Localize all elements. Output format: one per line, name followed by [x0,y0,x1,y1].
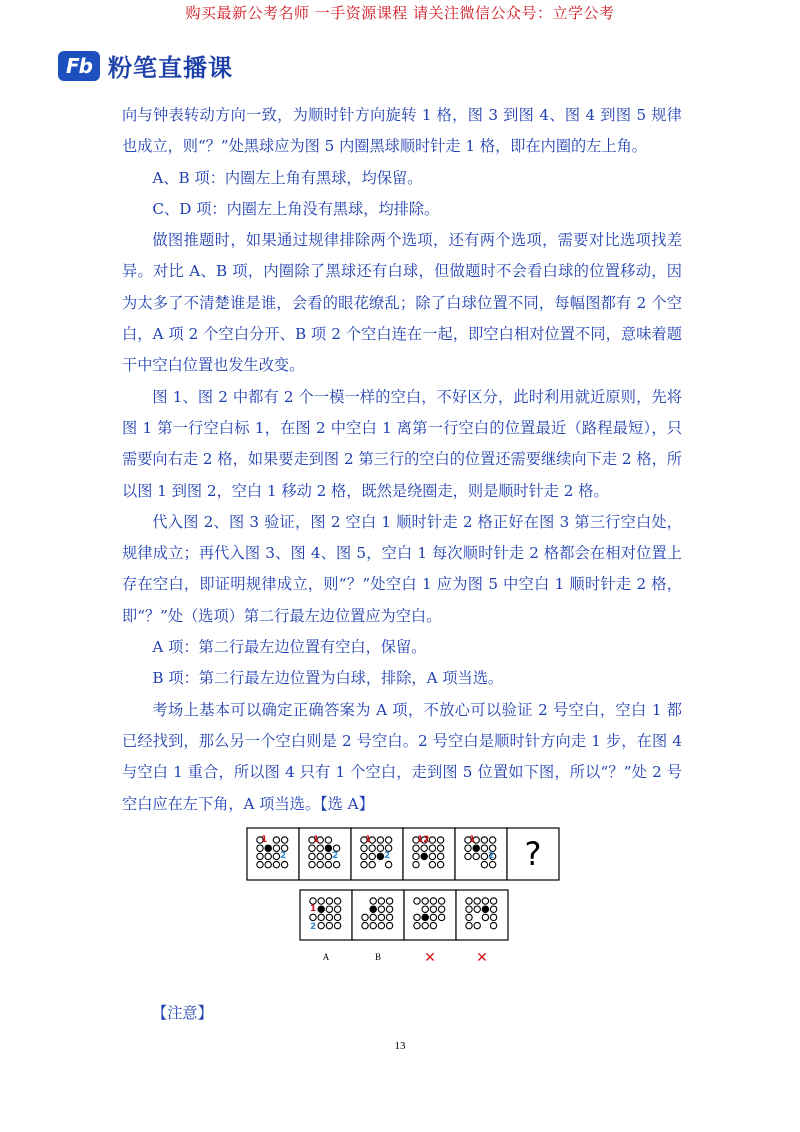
ball-grid [378,898,384,904]
paragraph: 图 1、图 2 中都有 2 个一模一样的空白，不好区分，此时利用就近原则，先将图 1 第一行空白标 1，在图 2 中空白 1 离第一行空白的位置最近（路程最短），只需要向右走 2 格，如果要走到图 2 第三行的空白的位置还需要继续向下走 2 格，所以图 1 到图 2，空白 1 移动 2 格，既然是绕圈走，则是顺时针走 2 格。 [122,387,682,500]
ball-grid [481,853,487,859]
ball-grid [489,837,495,843]
ball-grid [281,837,287,843]
ball-grid [326,906,332,912]
ball-grid [438,906,444,912]
ball-grid [386,914,392,920]
paragraph: B 项：第二行最左边位置为白球，排除，A 项当选。 [152,669,504,688]
ball-grid [466,898,472,904]
ball-grid [386,898,392,904]
ball-grid [430,914,436,920]
option-panel [352,890,404,940]
ball-grid [370,898,376,904]
ball-grid [318,906,324,912]
ball-grid [265,853,271,859]
ball-grid [413,853,419,859]
ball-grid [333,861,339,867]
ball-grid [326,922,332,928]
question-panel [247,828,299,880]
ball-grid [377,853,383,859]
ball-grid [430,898,436,904]
ball-grid [437,837,443,843]
ball-grid [361,853,367,859]
blank-1-label: 12 [417,835,430,845]
ball-grid [466,906,472,912]
blank-1-label: 1 [261,835,268,845]
question-mark: ? [524,835,542,873]
ball-grid [273,861,279,867]
ball-grid [281,861,287,867]
ball-grid [429,845,435,851]
ball-grid [273,853,279,859]
ball-grid [490,906,496,912]
ball-grid [378,906,384,912]
top-banner: 购买最新公考名师 一手资源课程 请关注微信公众号：立学公考 [185,4,615,22]
ball-grid [413,861,419,867]
ball-grid [334,914,340,920]
ball-grid [362,914,368,920]
ball-grid [437,845,443,851]
option-label: A [322,952,330,962]
ball-grid [422,906,428,912]
ball-grid [369,845,375,851]
ball-grid [422,898,428,904]
ball-grid [273,845,279,851]
ball-grid [317,853,323,859]
ball-grid [325,845,331,851]
ball-grid [377,845,383,851]
ball-grid [361,845,367,851]
ball-grid [473,845,479,851]
ball-grid [378,914,384,920]
ball-grid [318,898,324,904]
ball-grid [257,845,263,851]
ball-grid [430,906,436,912]
question-panel [299,828,351,880]
puzzle-figure [245,826,565,970]
ball-grid [265,845,271,851]
ball-grid [490,898,496,904]
ball-grid [422,914,428,920]
paragraph: 向与钟表转动方向一致，为顺时针方向旋转 1 格，图 3 到图 4、图 4 到图 5 规律也成立，则“？”处黑球应为图 5 内圈黑球顺时针走 1 格，即在内圈的左上角。 [122,106,682,156]
ball-grid [273,837,279,843]
paragraph: A 项：第二行最左边位置有空白，保留。 [152,638,427,657]
ball-grid [429,861,435,867]
page-number: 13 [394,1040,406,1052]
ball-grid [482,906,488,912]
ball-grid [421,853,427,859]
blank-2-label: 2 [310,922,317,932]
ball-grid [422,922,428,928]
ball-grid [385,861,391,867]
article-body [122,100,682,820]
ball-grid [429,853,435,859]
ball-grid [481,845,487,851]
ball-grid [465,845,471,851]
ball-grid [465,853,471,859]
ball-grid [437,861,443,867]
ball-grid [318,914,324,920]
ball-grid [318,922,324,928]
brand-logo [58,48,233,83]
ball-grid [482,898,488,904]
ball-grid [482,914,488,920]
ball-grid [490,922,496,928]
paragraph: 考场上基本可以确定正确答案为 A 项，不放心可以验证 2 号空白，空白 1 都已经找到，那么另一个空白则是 2 号空白。2 号空白是顺时针方向走 1 步，在图 4 与空白 1 重合，所以图 4 只有 1 个空白，走到图 5 位置如下图，所以“？”处 2 号空白应在左下角，A 项当选。【选 A】 [122,700,682,813]
blank-2-label: 2 [384,851,391,861]
ball-grid [466,922,472,928]
ball-grid [361,861,367,867]
logo-icon: Fb [58,51,100,81]
ball-grid [309,845,315,851]
question-panel [351,828,403,880]
ball-grid [325,861,331,867]
ball-grid [317,861,323,867]
ball-grid [325,837,331,843]
paragraph: 代入图 2、图 3 验证，图 2 空白 1 顺时针走 2 格正好在图 3 第三行空白处，规律成立；再代入图 3、图 4、图 5，空白 1 每次顺时针走 2 格都会在相对位置上存在空白，即证明规律成立，则“？”处空白 1 应为图 5 中空白 1 顺时针走 2 格，即“？”处（选项）第二行最左边位置应为空白。 [122,512,682,625]
option-label: B [374,952,382,962]
ball-grid [310,914,316,920]
cross-icon: ✕ [424,950,436,966]
blank-1-label: 1 [365,835,372,845]
ball-grid [414,922,420,928]
ball-grid [490,914,496,920]
ball-grid [438,914,444,920]
ball-grid [438,898,444,904]
ball-grid [370,922,376,928]
ball-grid [386,922,392,928]
ball-grid [481,837,487,843]
puzzle-figure-svg [245,826,565,966]
ball-grid [334,922,340,928]
ball-grid [474,898,480,904]
option-panel [300,890,352,940]
cross-icon: ✕ [476,950,488,966]
paragraph: 做图推题时，如果通过规律排除两个选项，还有两个选项，需要对比选项找差异。对比 A、B 项，内圈除了黑球还有白球，但做题时不会看白球的位置移动，因为太多了不清楚谁是谁，会看的眼花缭乱；除了白球位置不同，每幅图都有 2 个空白，A 项 2 个空白分开、B 项 2 个空白连在一起，即空白相对位置不同，意味着题干中空白位置也发生改变。 [122,231,682,375]
ball-grid [437,853,443,859]
ball-grid [474,906,480,912]
question-panel [455,828,507,880]
ball-grid [414,914,420,920]
ball-grid [265,861,271,867]
ball-grid [317,845,323,851]
ball-grid [473,853,479,859]
ball-grid [385,837,391,843]
ball-grid [386,906,392,912]
option-panel [404,890,456,940]
ball-grid [326,898,332,904]
ball-grid [489,861,495,867]
ball-grid [369,853,375,859]
blank-2-label: 2 [488,851,495,861]
paragraph: A、B 项：内圈左上角有黑球，均保留。 [152,168,423,187]
option-panel [456,890,508,940]
ball-grid [474,922,480,928]
ball-grid [413,845,419,851]
ball-grid [334,898,340,904]
logo-text: 粉笔直播课 [108,54,233,82]
blank-1-label: 1 [313,835,320,845]
ball-grid [362,922,368,928]
ball-grid [430,922,436,928]
ball-grid [421,845,427,851]
blank-2-label: 2 [280,851,287,861]
ball-grid [257,861,263,867]
ball-grid [481,861,487,867]
ball-grid [309,853,315,859]
note-heading: 【注意】 [152,1004,213,1022]
ball-grid [369,861,375,867]
ball-grid [326,914,332,920]
ball-grid [429,837,435,843]
blank-1-label: 1 [469,835,476,845]
ball-grid [325,853,331,859]
ball-grid [257,853,263,859]
ball-grid [466,914,472,920]
blank-1-label: 1 [310,904,317,914]
ball-grid [309,861,315,867]
ball-grid [377,837,383,843]
paragraph: C、D 项：内圈左上角没有黑球，均排除。 [152,199,440,218]
ball-grid [370,906,376,912]
ball-grid [334,906,340,912]
blank-2-label: 2 [332,851,339,861]
ball-grid [370,914,376,920]
ball-grid [414,898,420,904]
ball-grid [378,922,384,928]
